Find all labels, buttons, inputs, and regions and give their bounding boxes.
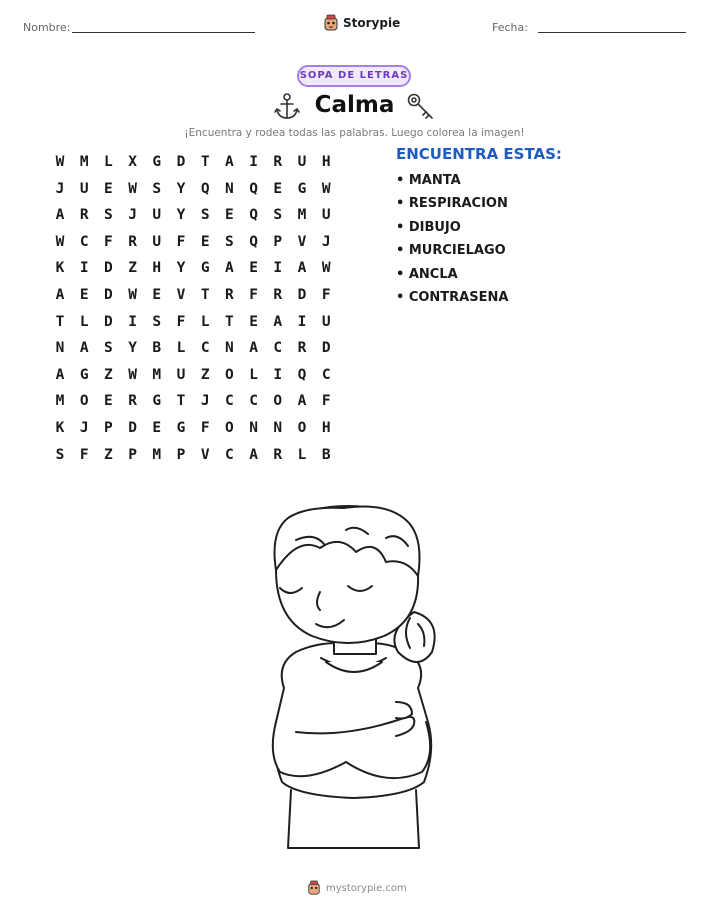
grid-letter: L (104, 154, 113, 170)
grid-letter: W (128, 366, 137, 383)
storypie-logo (323, 13, 400, 33)
grid-letter: W (321, 180, 331, 197)
grid-letter: R (128, 393, 137, 410)
grid-letter: W (321, 260, 331, 277)
grid-letter: E (104, 180, 113, 197)
word-item: • CONTRASENA (396, 289, 509, 305)
word-item: • RESPIRACION (396, 196, 508, 212)
grid-letter: L (176, 340, 186, 357)
grid-letter: A (225, 260, 234, 277)
grid-letter: O (225, 420, 234, 436)
grid-letter: K (55, 420, 65, 436)
instructions-text: ¡Encuentra y rodea todas las palabras. Luego colorea la imagen! (184, 127, 525, 139)
grid-letter: D (104, 287, 113, 303)
grid-letter: W (128, 287, 137, 303)
name-label: Nombre: (23, 21, 71, 34)
grid-letter: T (200, 287, 210, 303)
footer (307, 880, 407, 896)
grid-letter: O (79, 393, 89, 410)
grid-letter: N (225, 180, 234, 197)
grid-letter: R (273, 446, 283, 463)
grid-letter: W (55, 233, 65, 250)
grid-letter: F (176, 233, 186, 250)
grid-letter: R (79, 207, 89, 224)
word-list-title: ENCUENTRA ESTAS: (396, 145, 562, 163)
grid-letter: Z (128, 260, 137, 277)
grid-letter: T (225, 313, 234, 330)
grid-letter: Q (297, 366, 307, 383)
grid-letter: Y (128, 340, 137, 357)
grid-letter: W (55, 154, 65, 170)
grid-letter: E (249, 260, 258, 277)
grid-letter: P (176, 446, 186, 463)
grid-letter: I (273, 260, 283, 277)
grid-letter: J (79, 420, 89, 436)
grid-letter: X (128, 154, 137, 170)
calm-girl-illustration (236, 492, 446, 862)
grid-letter: C (273, 340, 283, 357)
grid-letter: N (55, 340, 65, 357)
grid-letter: U (321, 207, 331, 224)
grid-letter: S (104, 340, 113, 357)
word-item: • MANTA (396, 173, 461, 188)
grid-letter: S (152, 180, 162, 197)
grid-letter: O (225, 366, 234, 383)
grid-letter: M (152, 366, 162, 383)
grid-letter: C (225, 446, 234, 463)
grid-letter: T (55, 313, 65, 330)
grid-letter: G (152, 154, 162, 170)
grid-letter: V (297, 233, 307, 250)
grid-letter: I (297, 313, 307, 330)
grid-letter: C (249, 393, 258, 410)
grid-letter: J (55, 180, 65, 197)
date-label: Fecha: (492, 21, 528, 34)
grid-letter: C (200, 340, 210, 357)
grid-letter: O (273, 393, 283, 410)
grid-letter: J (128, 207, 137, 224)
grid-letter: G (176, 420, 186, 436)
grid-letter: T (200, 154, 210, 170)
grid-letter: V (200, 446, 210, 463)
grid-letter: C (225, 393, 234, 410)
grid-letter: G (152, 393, 162, 410)
grid-letter: A (55, 287, 65, 303)
grid-letter: Z (104, 366, 113, 383)
grid-letter: E (249, 313, 258, 330)
grid-letter: S (273, 207, 283, 224)
grid-letter: D (104, 260, 113, 277)
grid-letter: L (200, 313, 210, 330)
grid-letter: P (104, 420, 113, 436)
grid-letter: A (297, 393, 307, 410)
grid-letter: A (55, 366, 65, 383)
puzzle-type-badge: SOPA DE LETRAS (297, 65, 411, 87)
grid-letter: E (200, 233, 210, 250)
name-line (72, 32, 255, 33)
grid-letter: E (152, 287, 162, 303)
storypie-mascot-icon (307, 880, 321, 896)
grid-letter: E (79, 287, 89, 303)
grid-letter: A (79, 340, 89, 357)
grid-letter: B (321, 446, 331, 463)
grid-letter: P (128, 446, 137, 463)
grid-letter: L (249, 366, 258, 383)
grid-letter: U (152, 207, 162, 224)
grid-letter: H (321, 154, 331, 170)
grid-letter: I (273, 366, 283, 383)
storypie-mascot-icon (323, 14, 339, 32)
grid-letter: U (152, 233, 162, 250)
grid-letter: Q (249, 180, 258, 197)
grid-letter: C (321, 366, 331, 383)
grid-letter: Y (176, 260, 186, 277)
grid-letter: F (321, 393, 331, 410)
grid-letter: K (55, 260, 65, 277)
grid-letter: U (321, 313, 331, 330)
grid-letter: C (79, 233, 89, 250)
grid-letter: G (79, 366, 89, 383)
grid-letter: R (128, 233, 137, 250)
grid-letter: P (273, 233, 283, 250)
grid-letter: U (79, 180, 89, 197)
grid-letter: F (200, 420, 210, 436)
grid-letter: I (249, 154, 258, 170)
grid-letter: U (297, 154, 307, 170)
grid-letter: Z (104, 446, 113, 463)
grid-letter: W (128, 180, 137, 197)
grid-letter: B (152, 340, 162, 357)
grid-letter: F (321, 287, 331, 303)
brand-name: Storypie (343, 16, 401, 30)
grid-letter: F (249, 287, 258, 303)
grid-letter: M (152, 446, 162, 463)
grid-letter: T (176, 393, 186, 410)
grid-letter: G (200, 260, 210, 277)
word-item: • DIBUJO (396, 219, 461, 235)
grid-letter: L (79, 313, 89, 330)
page-title: Calma (314, 92, 395, 118)
grid-letter: H (152, 260, 162, 277)
grid-letter: N (225, 340, 234, 357)
grid-letter: N (273, 420, 283, 436)
grid-letter: R (273, 154, 283, 170)
date-line (538, 32, 686, 33)
grid-letter: H (321, 420, 331, 436)
grid-letter: Z (200, 366, 210, 383)
grid-letter: S (152, 313, 162, 330)
grid-letter: G (297, 180, 307, 197)
grid-letter: Q (249, 233, 258, 250)
word-list (396, 172, 508, 312)
grid-letter: J (321, 233, 331, 250)
grid-letter: V (176, 287, 186, 303)
grid-letter: R (297, 340, 307, 357)
grid-letter: O (297, 420, 307, 436)
grid-letter: A (225, 154, 234, 170)
grid-letter: A (297, 260, 307, 277)
grid-letter: R (225, 287, 234, 303)
grid-letter: D (176, 154, 186, 170)
grid-letter: Y (176, 207, 186, 224)
grid-letter: M (55, 393, 65, 410)
grid-letter: Y (176, 180, 186, 197)
grid-letter: D (321, 340, 331, 357)
word-item: • MURCIELAGO (396, 243, 506, 259)
grid-letter: F (79, 446, 89, 463)
grid-letter: E (104, 393, 113, 410)
grid-letter: J (200, 393, 210, 410)
grid-letter: E (273, 180, 283, 197)
grid-letter: S (225, 233, 234, 250)
grid-letter: A (249, 446, 258, 463)
grid-letter: D (128, 420, 137, 436)
grid-letter: Q (249, 207, 258, 224)
word-item: • ANCLA (396, 266, 458, 282)
grid-letter: E (225, 207, 234, 224)
grid-letter: S (104, 207, 113, 224)
grid-letter: A (273, 313, 283, 330)
grid-letter: I (79, 260, 89, 277)
grid-letter: I (128, 313, 137, 330)
grid-letter: E (152, 420, 162, 436)
key-icon (406, 92, 436, 122)
grid-letter: R (273, 287, 283, 303)
grid-letter: M (297, 207, 307, 224)
grid-letter: A (249, 340, 258, 357)
grid-letter: Q (200, 180, 210, 197)
grid-letter: M (79, 154, 89, 170)
grid-letter: F (176, 313, 186, 330)
grid-letter: U (176, 366, 186, 383)
grid-letter: L (297, 446, 307, 463)
grid-letter: S (55, 446, 65, 463)
grid-letter: N (249, 420, 258, 436)
grid-letter: D (104, 313, 113, 330)
grid-letter: F (104, 233, 113, 250)
grid-letter: S (200, 207, 210, 224)
grid-letter: A (55, 207, 65, 224)
grid-letter: D (297, 287, 307, 303)
footer-url: mystorypie.com (326, 882, 407, 894)
